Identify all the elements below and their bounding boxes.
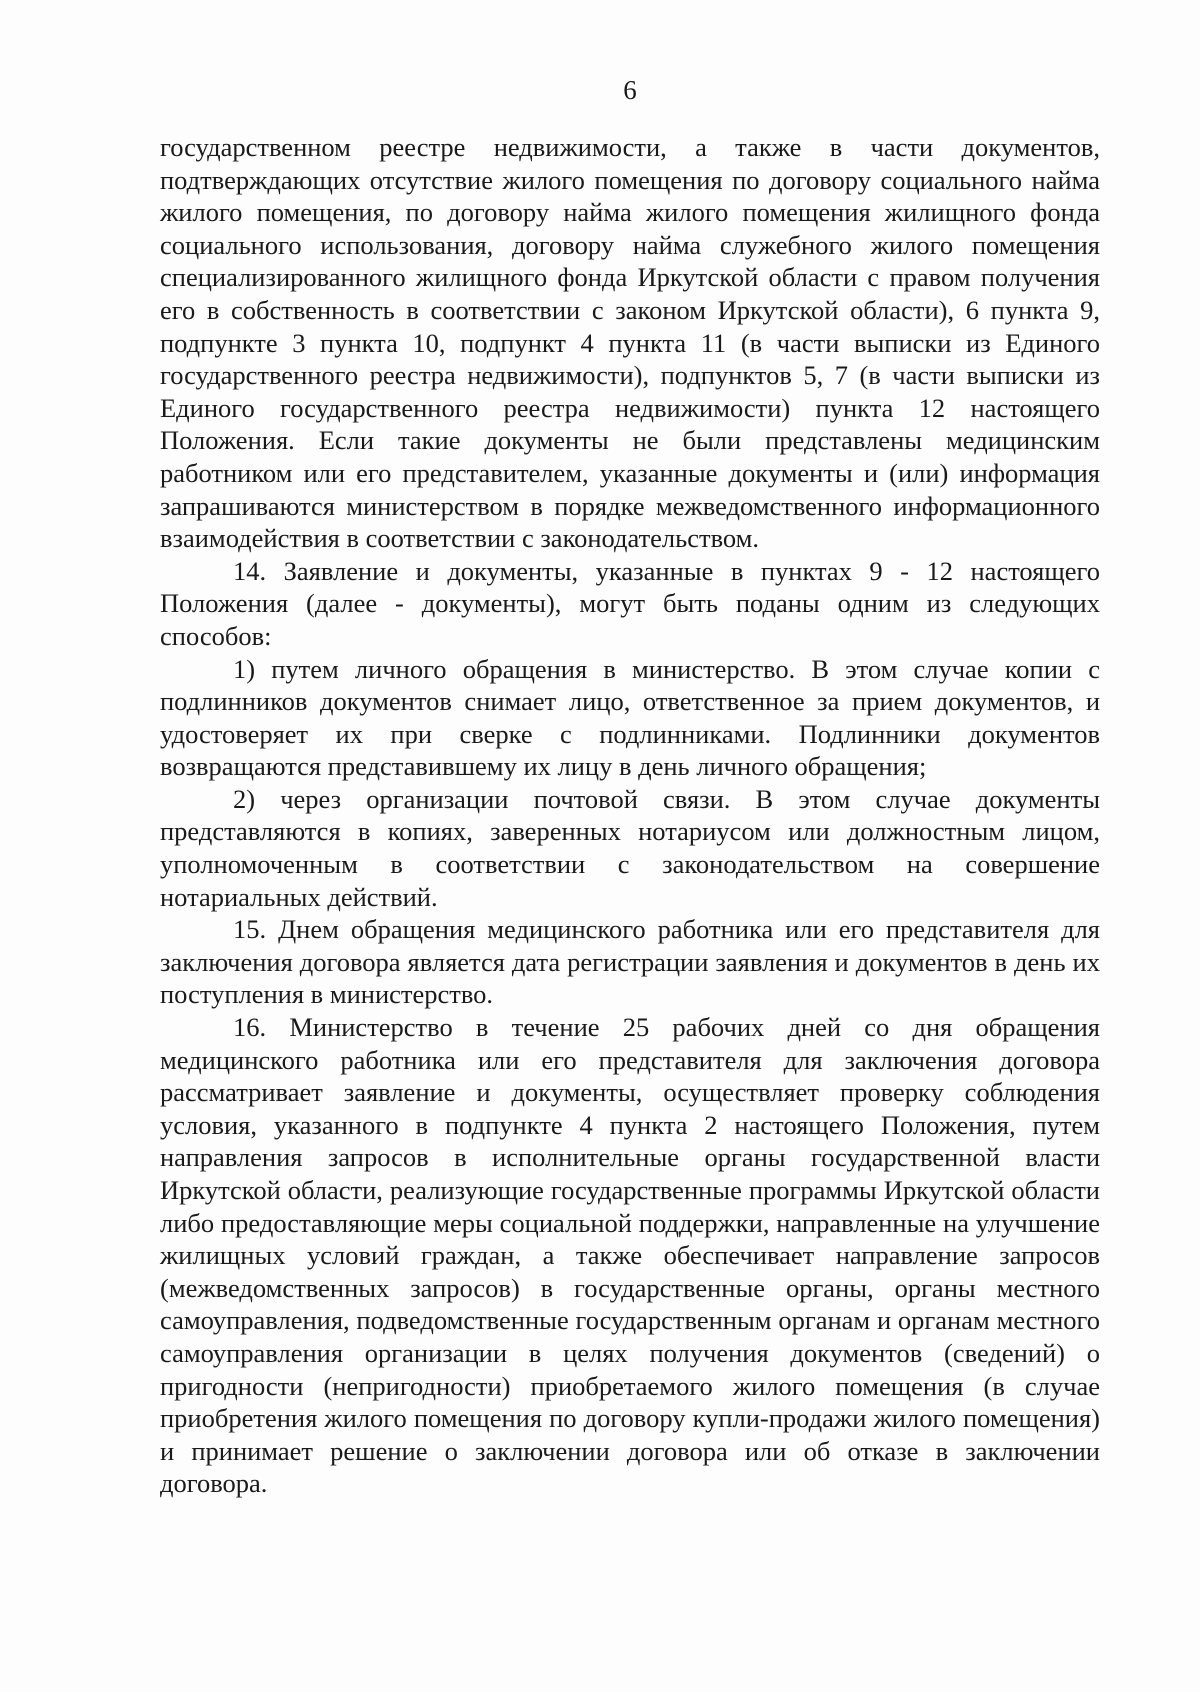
page-number: 6	[623, 75, 637, 105]
paragraph-item-14: 14. Заявление и документы, указанные в пунктах 9 - 12 настоящего Положения (далее - документы), могут быть поданы одним из следующих способов:	[160, 555, 1100, 651]
paragraph-continuation: государственном реестре недвижимости, а также в части документов, подтверждающих отсутствие жилого помещения по договору социального найма жилого помещения, по договору найма жилого помещения жилищного фонда социального использования, договору найма служебного жилого помещения специализированного жилищного фонда Иркутской области с правом получения его в собственность в соответствии с законом Иркутской области), 6 пункта 9, подпункте 3 пункта 10, подпункт 4 пункта 11 (в части выписки из Единого государственного реестра недвижимости), подпунктов 5, 7 (в части выписки из Единого государственного реестра недвижимости) пункта 12 настоящего Положения. Если такие документы не были представлены медицинским работником или его представителем, указанные документы и (или) информация запрашиваются министерством в порядке межведомственного информационного взаимодействия в соответствии с законодательством.	[160, 132, 1100, 554]
paragraph-item-15: 15. Днем обращения медицинского работника или его представителя для заключения договора является дата регистрации заявления и документов в день их поступления в министерство.	[160, 914, 1100, 1010]
paragraph-subitem-2: 2) через организации почтовой связи. В этом случае документы представляются в копиях, заверенных нотариусом или должностным лицом, уполномоченным в соответствии с законодательством на совершение нотариальных действий.	[160, 783, 1100, 912]
document-body	[160, 131, 1100, 1500]
paragraph-item-16: 16. Министерство в течение 25 рабочих дней со дня обращения медицинского работника или его представителя для заключения договора рассматривает заявление и документы, осуществляет проверку соблюдения условия, указанного в подпункте 4 пункта 2 настоящего Положения, путем направления запросов в исполнительные органы государственной власти Иркутской области, реализующие государственные программы Иркутской области либо предоставляющие меры социальной поддержки, направленные на улучшение жилищных условий граждан, а также обеспечивает направление запросов (межведомственных запросов) в государственные органы, органы местного самоуправления, подведомственные государственным органам и органам местного самоуправления организации в целях получения документов (сведений) о пригодности (непригодности) приобретаемого жилого помещения (в случае приобретения жилого помещения по договору купли-продажи жилого помещения) и принимает решение о заключении договора или об отказе в заключении договора.	[160, 1012, 1100, 1499]
paragraph-subitem-1: 1) путем личного обращения в министерство. В этом случае копии с подлинников документов снимает лицо, ответственное за прием документов, и удостоверяет их при сверке с подлинниками. Подлинники документов возвращаются представившему их лицу в день личного обращения;	[160, 653, 1100, 782]
